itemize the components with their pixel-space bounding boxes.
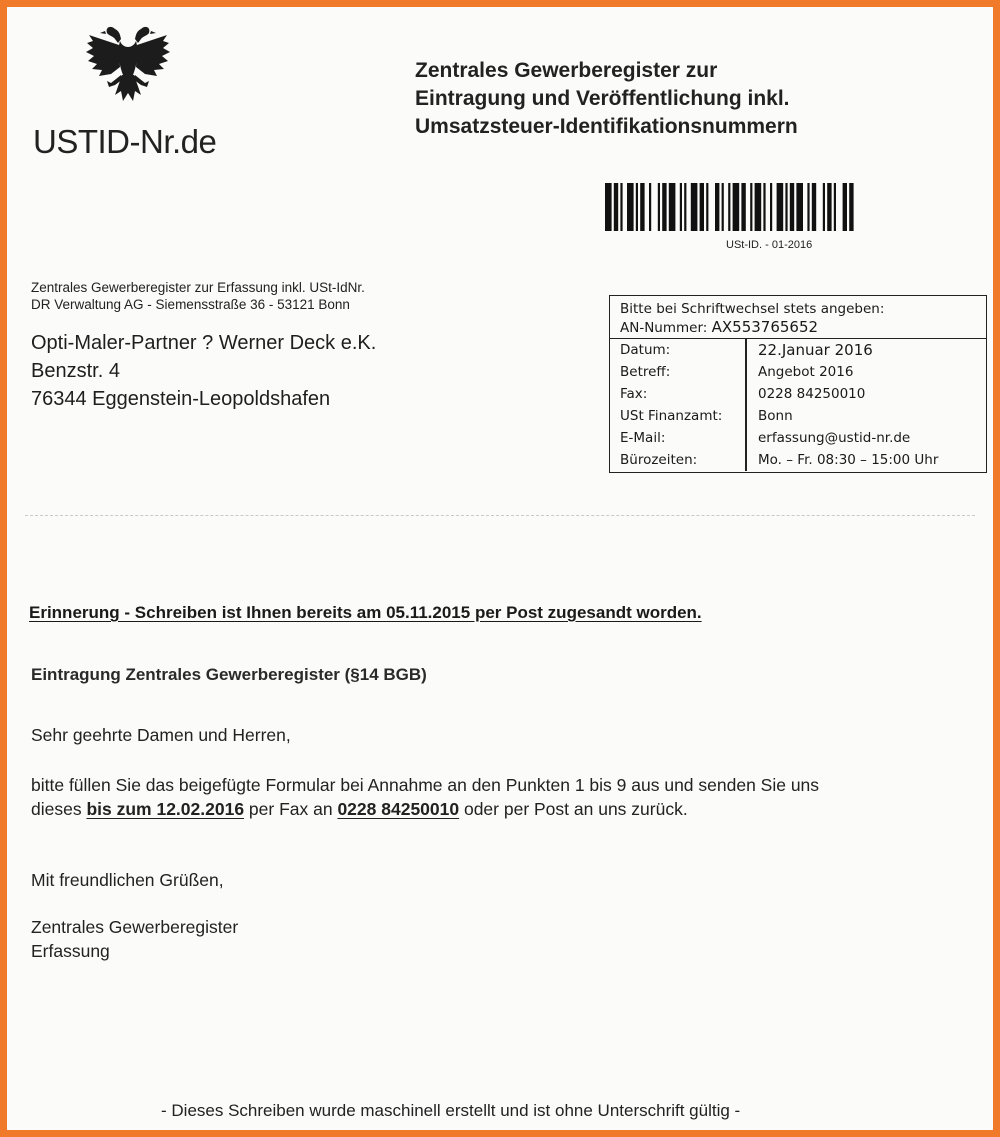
barcode [605, 183, 983, 231]
an-number-line [620, 318, 986, 337]
salutation: Sehr geehrte Damen und Herren, [31, 725, 291, 745]
info-label: USt Finanzamt: [620, 408, 723, 424]
an-number-label: AN-Nummer: [620, 320, 708, 336]
signature-line-2: Erfassung [31, 941, 110, 961]
fax-number: 0228 84250010 [337, 799, 460, 819]
letter-page [7, 7, 993, 1130]
sender-line-1: Zentrales Gewerberegister zur Erfassung inkl. USt-IdNr. [31, 280, 365, 295]
subject-heading: Eintragung Zentrales Gewerberegister (§14 BGB) [31, 665, 427, 684]
an-number-value: AX553765652 [711, 318, 819, 336]
deadline-date: bis zum 12.02.2016 [86, 799, 245, 819]
recipient-city: 76344 Eggenstein-Leopoldshafen [31, 388, 331, 410]
info-value: Mo. – Fr. 08:30 – 15:00 Uhr [758, 452, 939, 468]
paragraph-line-2 [31, 797, 688, 821]
title-line-2: Eintragung und Veröffentlichung inkl. [415, 87, 790, 110]
info-value: erfassung@ustid-nr.de [758, 430, 911, 446]
eagle-emblem-icon [85, 21, 171, 117]
paragraph-text: per Fax an [244, 799, 338, 819]
signature-line-1: Zentrales Gewerberegister [31, 917, 239, 937]
paragraph-line-1: bitte füllen Sie das beigefügte Formular bei Annahme an den Punkten 1 bis 9 aus und senden Sie uns [31, 775, 820, 795]
reminder-heading: Erinnerung - Schreiben ist Ihnen bereits am 05.11.2015 per Post zugesandt worden. [29, 603, 702, 622]
info-value: 22.Januar 2016 [758, 341, 873, 359]
reference-info-box [609, 295, 987, 473]
closing: Mit freundlichen Grüßen, [31, 870, 224, 890]
brand-wordmark: USTID-Nr.de [33, 123, 217, 160]
info-label: E-Mail: [620, 430, 666, 446]
info-label: Fax: [620, 386, 648, 402]
title-line-1: Zentrales Gewerberegister zur [415, 59, 718, 82]
info-rows [610, 339, 986, 471]
barcode-label: USt-ID. - 01-2016 [726, 239, 813, 251]
info-row-email [610, 427, 986, 449]
fold-line [25, 515, 975, 516]
info-row-office-hours [610, 449, 986, 471]
info-label: Datum: [620, 342, 671, 358]
info-value: Bonn [758, 408, 793, 424]
paragraph-text: dieses [31, 799, 87, 819]
paragraph-text: oder per Post an uns zurück. [459, 799, 688, 819]
info-value: Angebot 2016 [758, 364, 854, 380]
sender-line-2: DR Verwaltung AG - Siemensstraße 36 - 53121 Bonn [31, 297, 350, 312]
reference-header [610, 296, 986, 339]
info-label: Betreff: [620, 364, 671, 380]
footer-note: - Dieses Schreiben wurde maschinell erstellt und ist ohne Unterschrift gültig - [161, 1101, 741, 1120]
info-value: 0228 84250010 [758, 386, 866, 402]
recipient-address [31, 329, 376, 413]
recipient-name: Opti-Maler-Partner ? Werner Deck e.K. [31, 332, 377, 354]
letterhead-title [415, 57, 798, 141]
info-row-fax [610, 383, 986, 405]
info-row-subject [610, 361, 986, 383]
info-row-date [610, 339, 986, 361]
title-line-3: Umsatzsteuer-Identifikationsnummern [415, 115, 798, 138]
info-row-tax-office [610, 405, 986, 427]
recipient-street: Benzstr. 4 [31, 360, 120, 382]
sender-address [31, 279, 365, 313]
reference-notice: Bitte bei Schriftwechsel stets angeben: [620, 301, 885, 317]
info-label: Bürozeiten: [620, 452, 698, 468]
